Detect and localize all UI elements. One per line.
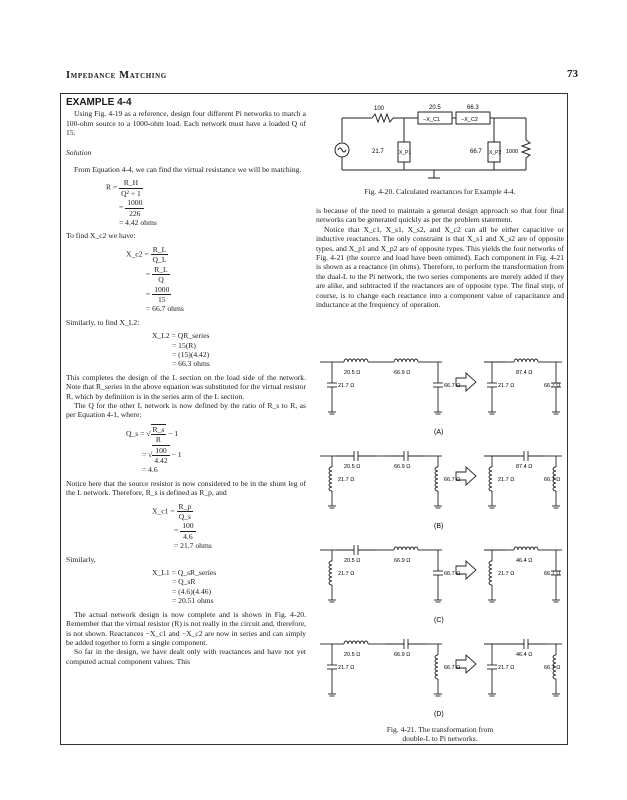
paragraph: is because of the need to maintain a general design approach so that four final networks can be generated quickly as per the problem statement. xyxy=(316,206,564,225)
paragraph: The Q for the other L network is now defined by the ratio of R_s to R, as per Equation 4-1, where: xyxy=(66,400,306,420)
fig21-caption-line: double-L to Pi networks. xyxy=(402,734,478,743)
fig20-label-1000: 1000 xyxy=(506,149,519,155)
equation-qs: Q_s = √ $\frac{R\_s}{R}$ − 1 = √ $\frac{100}{4.42}$ − 1 = 4.6 xyxy=(126,424,306,475)
fig21-label-p2: 66.7 Ω xyxy=(444,571,461,577)
fig21-caption-line: Fig. 4-21. The transformation from xyxy=(386,725,494,734)
eq-den: Q² + 1 xyxy=(121,188,141,198)
paragraph: To find X_c2 we have: xyxy=(66,231,136,241)
paragraph: The actual network design is now complete and is shown in Fig. 4-20. Remember that the virtual resistor (R) is not really in the circuit and, therefore, is not shown. Reactances −X_c1 and −X_c2 are now in series and can simply be added together to form a single component. xyxy=(66,609,306,647)
eq-tail: − 1 xyxy=(171,449,182,459)
eq-lhs: X_c2 = xyxy=(126,249,149,259)
paragraph: Notice here that the source resistor is now considered to be in the shunt leg of the L network. Therefore, R_s is defined as R_p, and xyxy=(66,478,306,498)
fig21-panel-label: (A) xyxy=(434,429,444,436)
fig21-label-s2: 66.9 Ω xyxy=(394,370,411,376)
eq-result: = 4.42 ohms xyxy=(119,218,157,228)
eq-result: = 66.7 ohms xyxy=(146,304,184,314)
fig21-label-rs: 87.4 Ω xyxy=(516,464,533,470)
fig21-label-s2: 66.9 Ω xyxy=(394,558,411,564)
fig21-label-rp1: 21.7 Ω xyxy=(498,477,515,483)
eq-num: R_L xyxy=(151,245,169,255)
eq-line: X_L1 = Q_sR_series xyxy=(152,568,217,578)
eq-den: 226 xyxy=(129,208,141,218)
eq-num: 100 xyxy=(152,446,169,456)
fig21-label-s2: 66.9 Ω xyxy=(394,464,411,470)
eq-result: = 20.51 ohms xyxy=(172,596,214,606)
paragraph: Similarly, xyxy=(66,554,96,564)
fig21-label-rs: 87.4 Ω xyxy=(516,370,533,376)
eq-lhs: R = xyxy=(106,183,118,193)
eq-tail: − 1 xyxy=(168,428,179,438)
equation-xc2: X_c2 = $\frac{R\_L}{Q\_L}$ = $\frac{R\_L}{Q}$ = $\frac{1000}{15}$ = 66.7 ohms xyxy=(126,245,306,314)
eq-den: Q_L xyxy=(152,255,167,265)
fig21-label-rp1: 21.7 Ω xyxy=(498,571,515,577)
solution-label: Solution xyxy=(66,147,92,157)
eq-num: R_s xyxy=(152,424,165,434)
eq-result: = 21.7 ohms xyxy=(174,541,212,551)
eq-line: X_L2 = QR_series xyxy=(152,331,210,341)
eq-num: 100 xyxy=(182,521,194,531)
eq-den: 4.42 xyxy=(154,456,168,465)
running-header: Impedance Matching xyxy=(66,70,167,81)
fig21-label-rp1: 21.7 Ω xyxy=(498,665,515,671)
fig20-label-663: 66.3 xyxy=(467,105,479,111)
paragraph: So far in the design, we have dealt only with reactances and have not yet computed actual component values. This xyxy=(66,647,306,666)
equation-xc1: X_c1 = $\frac{R\_p}{Q\_s}$ = $\frac{100}{4.6}$ = 21.7 ohms xyxy=(152,502,306,551)
eq-line: = (15)(4.42) xyxy=(172,349,210,359)
fig21-label-p2: 66.7 Ω xyxy=(444,383,461,389)
fig21-label-rp2: 66.7 Ω xyxy=(544,383,561,389)
page-number: 73 xyxy=(567,68,578,80)
fig20-label-217: 21.7 xyxy=(372,149,384,155)
eq-line: = (4.6)(4.46) xyxy=(172,586,212,596)
paragraph: Notice that X_c1, X_s1, X_s2, and X_c2 can all be either capacitive or inductive reactances. The only constraint is that X_s1 and X_s2 are of opposite types, and X_p1 and X_p2 are of opposite types. This yields the four networks of Fig. 4-21 (the source and load have been omitted). Each component in Fig. 4-21 is shown as a reactance (in ohms). Therefore, to perform the transformation from the dual-L to the Pi network, the two series components are merely added if they are alike, and subtracted if the reactances are of opposite type. The final step, of course, is to change each reactance into a component value of capacitance and inductance at the frequency of operation. xyxy=(316,224,564,310)
fig21-panel-label: (C) xyxy=(434,617,444,624)
eq-result: = 4.6 xyxy=(142,465,158,475)
fig21-label-rs: 46.4 Ω xyxy=(516,652,533,658)
fig20-label-xc1: −X_C1 xyxy=(423,117,440,123)
right-column-text xyxy=(316,206,564,309)
fig21-label-s1: 20.5 Ω xyxy=(344,652,361,658)
eq-den: Q_s xyxy=(178,512,191,522)
eq-line: = Q_sR xyxy=(172,577,196,587)
equation-r: R = $\frac{R\_H}{\text{Q² + 1}}$ = $\frac{1000}{226}$ = 4.42 ohms xyxy=(106,178,306,227)
fig21-label-rp2: 66.7 Ω xyxy=(544,665,561,671)
eq-num: R_p xyxy=(178,501,192,511)
equation-xl1 xyxy=(152,568,306,606)
fig20-label-xp2: X_P2 xyxy=(489,150,502,156)
fig20-label-xp1: X_P1 xyxy=(399,150,412,156)
eq-num: R_L xyxy=(154,264,168,274)
paragraph: This completes the design of the L section on the load side of the network. Note that R_series in the above equation was substituted for the virtual resistor R, which by definition is in the series arm of the L section. xyxy=(66,372,306,401)
paragraph: Similarly, to find X_L2: xyxy=(66,317,140,327)
fig20-label-100: 100 xyxy=(374,106,385,112)
paragraph: From Equation 4-4, we can find the virtual resistance we will be matching. xyxy=(74,165,302,175)
fig21-label-p1: 21.7 Ω xyxy=(338,571,355,577)
fig21-panel xyxy=(316,536,566,630)
eq-den: R xyxy=(155,435,161,445)
fig21-label-p2: 66.7 Ω xyxy=(444,665,461,671)
fig21-label-s2: 66.9 Ω xyxy=(394,652,411,658)
equation-xl2 xyxy=(152,331,306,369)
fig21-label-rp2: 66.7 Ω xyxy=(544,477,561,483)
fig21-panel-label: (D) xyxy=(434,711,444,718)
fig20-label-205: 20.5 xyxy=(429,105,441,111)
fig21-label-p2: 66.7 Ω xyxy=(444,477,461,483)
fig21-panel xyxy=(316,442,566,536)
eq-lhs: X_c1 = xyxy=(152,506,175,516)
fig21-label-p1: 21.7 Ω xyxy=(338,665,355,671)
eq-lhs: Q_s = xyxy=(126,428,145,438)
eq-num: 1000 xyxy=(127,198,143,208)
fig21-panel xyxy=(316,348,566,442)
fig20-caption: Fig. 4-20. Calculated reactances for Example 4-4. xyxy=(364,187,516,196)
eq-line: = 15(R) xyxy=(172,340,196,350)
fig21-panel xyxy=(316,630,566,724)
figure-4-20 xyxy=(330,100,550,184)
figure-4-21 xyxy=(316,348,566,728)
example-title: EXAMPLE 4-4 xyxy=(66,97,132,108)
fig20-label-xc2: −X_C2 xyxy=(461,117,478,123)
fig21-caption xyxy=(330,725,550,743)
fig21-label-rp1: 21.7 Ω xyxy=(498,383,515,389)
fig21-label-p1: 21.7 Ω xyxy=(338,477,355,483)
fig21-label-p1: 21.7 Ω xyxy=(338,383,355,389)
eq-den: Q xyxy=(158,275,164,285)
fig21-label-rp2: 66.7 Ω xyxy=(544,571,561,577)
problem-statement: Using Fig. 4-19 as a reference, design four different Pi networks to match a 100-ohm source to a 1000-ohm load. Each network must have a loaded Q of 15. xyxy=(66,109,306,138)
fig21-label-rs: 46.4 Ω xyxy=(516,558,533,564)
eq-den: 4.6 xyxy=(183,531,193,541)
eq-num: 1000 xyxy=(154,284,170,294)
left-column xyxy=(66,98,306,666)
eq-result: = 66.3 ohms xyxy=(172,359,210,369)
fig21-panel-label: (B) xyxy=(434,523,444,530)
eq-den: 15 xyxy=(157,294,166,304)
fig21-label-s1: 20.5 Ω xyxy=(344,464,361,470)
fig20-label-667: 66.7 xyxy=(470,149,482,155)
fig21-label-s1: 20.5 Ω xyxy=(344,370,361,376)
eq-num: R_H xyxy=(119,178,143,188)
fig21-label-s1: 20.5 Ω xyxy=(344,558,361,564)
